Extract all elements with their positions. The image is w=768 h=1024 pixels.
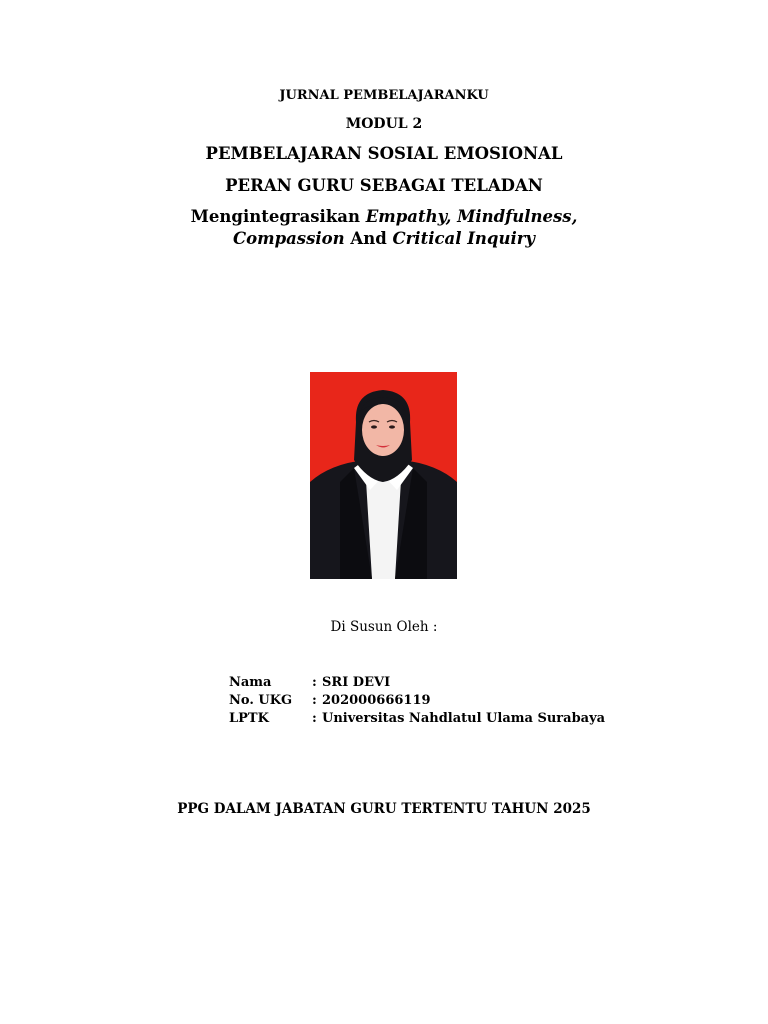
field-value: Universitas Nahdlatul Ulama Surabaya — [322, 711, 606, 726]
field-value: 202000666119 — [322, 693, 431, 708]
author-info — [229, 674, 605, 728]
theme-mid: And — [344, 229, 393, 248]
field-key: LPTK — [229, 711, 269, 726]
info-row-name — [229, 674, 605, 692]
field-sep: : — [312, 711, 317, 726]
field-key: Nama — [229, 675, 272, 690]
field-key: No. UKG — [229, 693, 293, 708]
theme-italic-2b: Critical Inquiry — [392, 229, 536, 248]
theme-italic-1: Empathy, Mindfulness, — [365, 207, 578, 226]
topic-title: PEMBELAJARAN SOSIAL EMOSIONAL — [205, 144, 563, 163]
author-photo — [310, 372, 457, 579]
theme-line-2 — [0, 229, 768, 248]
field-sep: : — [312, 693, 317, 708]
theme-prefix: Mengintegrasikan — [190, 207, 366, 226]
subtopic-title: PERAN GURU SEBAGAI TELADAN — [225, 176, 543, 195]
journal-title: JURNAL PEMBELAJARANKU — [279, 88, 489, 103]
info-row-lptk — [229, 710, 605, 728]
theme-line-1 — [0, 207, 768, 226]
field-sep: : — [312, 675, 317, 690]
info-row-ukg — [229, 692, 605, 710]
field-value: SRI DEVI — [322, 675, 391, 690]
theme-italic-2a: Compassion — [232, 229, 345, 248]
program-footer: PPG DALAM JABATAN GURU TERTENTU TAHUN 2025 — [177, 801, 591, 817]
module-label: MODUL 2 — [345, 116, 423, 132]
author-section-label: Di Susun Oleh : — [330, 619, 438, 635]
